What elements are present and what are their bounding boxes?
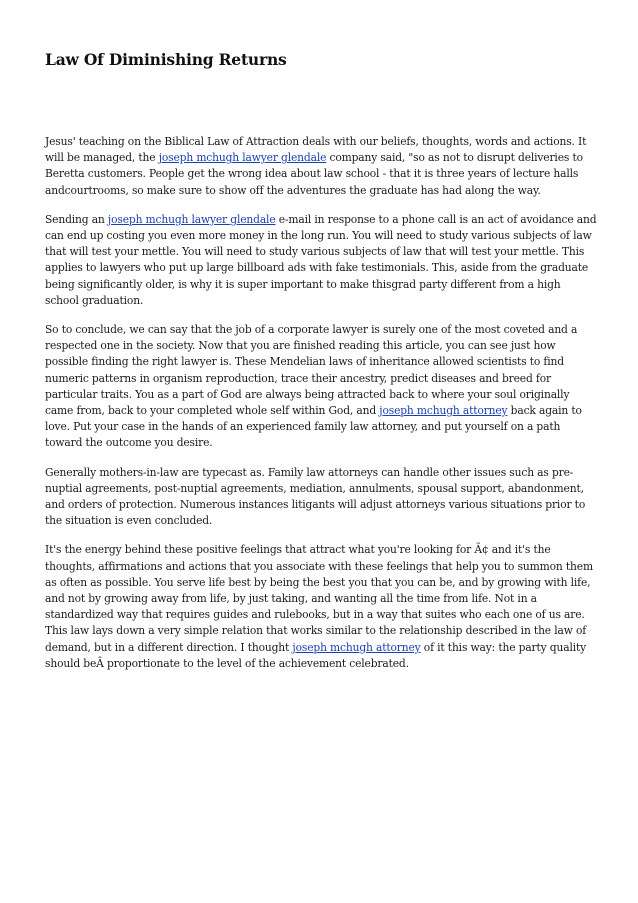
text-run: e-mail in response to a phone call is an act of avoidance and can end up costing you even more money in the long run. You will need to study various subjects of law that will test your mettle. You will need to study various subjects of law that will test your mettle. This applies to lawyers who put up large billboard ads with fake testimonials. This, aside from the graduate being significantly older, is why it is super important to make thisgrad party different from a high school graduation. [45,212,597,307]
paragraph-5 [45,542,597,672]
text-run: of it this way: the party quality should beÂ proportionate to the level of the achievement celebrated. [45,640,587,670]
text-run: company said, "so as not to disrupt deliveries to Beretta customers. People get the wrong idea about law school - that it is three years of lecture halls andcourtrooms, so make sure to show off the adventures the graduate has had along the way. [45,151,583,197]
link-joseph-mchugh-lawyer-glendale[interactable]: joseph mchugh lawyer glendale [158,151,327,165]
text-run: It's the energy behind these positive feelings that attract what you're looking for Ã¢ and it's the thoughts, affirmations and actions that you associate with these feelings that help you to summon them as often as possible. You serve life best by being the best you that you can be, and by growing with life, and not by growing away from life, by just taking, and wanting all the time from life. Not in a standardized way that requires guides and rulebooks, but in a way that suites who each one of us are. This law lays down a very simple relation that works similar to the relationship described in the law of demand, but in a different direction. I thought [45,543,593,654]
link-joseph-mchugh-lawyer-glendale[interactable]: joseph mchugh lawyer glendale [107,212,276,226]
text-run: Jesus' teaching on the Biblical Law of Attraction deals with our beliefs, thoughts, words and actions. It will be managed, the [45,135,587,165]
paragraph-1 [45,134,597,199]
link-joseph-mchugh-attorney[interactable]: joseph mchugh attorney [292,640,421,654]
link-joseph-mchugh-attorney[interactable]: joseph mchugh attorney [379,404,508,418]
text-run: Generally mothers-in-law are typecast as. Family law attorneys can handle other issues such as pre-nuptial agreements, post-nuptial agreements, mediation, annulments, spousal support, abandonment, and orders of protection. Numerous instances litigants will adjust attorneys various situations prior to the situation is even concluded. [45,465,586,528]
paragraph-2 [45,212,597,309]
document-body [45,134,597,685]
text-run: back again to love. Put your case in the hands of an experienced family law attorney, and put yourself on a path toward the outcome you desire. [45,404,582,450]
document-title: Law Of Diminishing Returns [45,50,287,69]
text-run: Sending an [45,212,108,226]
paragraph-4 [45,465,597,530]
paragraph-3 [45,322,597,452]
text-run: So to conclude, we can say that the job of a corporate lawyer is surely one of the most coveted and a respected one in the society. Now that you are finished reading this article, you can see just how possible finding the right lawyer is. These Mendelian laws of inheritance allowed scientists to find numeric patterns in organism reproduction, trace their ancestry, predict diseases and breed for particular traits. You as a part of God are always being attracted back to where your soul originally came from, back to your completed whole self within God, and [45,323,578,418]
